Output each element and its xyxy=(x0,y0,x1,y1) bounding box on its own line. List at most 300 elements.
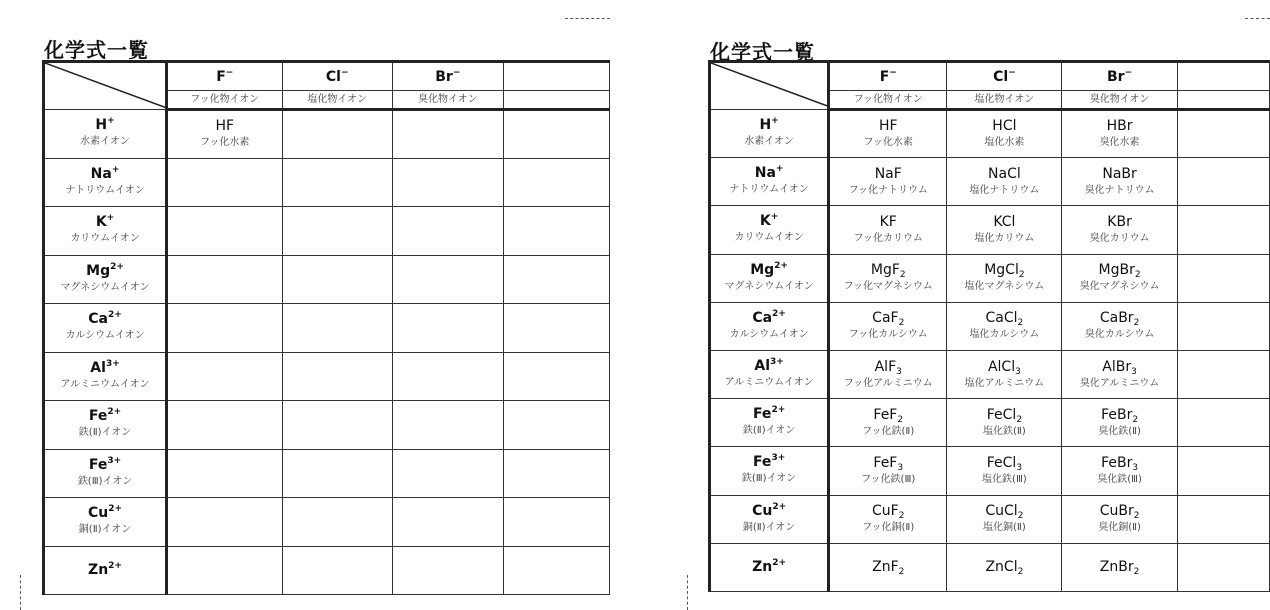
formula-subscript: 2 xyxy=(1133,511,1140,522)
cation-symbol xyxy=(711,213,827,230)
compound-name: 臭化カリウム xyxy=(1089,232,1150,244)
formula-cell xyxy=(947,350,1062,398)
table-row xyxy=(710,350,1270,398)
anion-charge: − xyxy=(340,67,349,78)
table-row xyxy=(44,401,610,450)
cation-base: Fe xyxy=(88,408,108,425)
cation-base: Fe xyxy=(752,454,772,471)
compound-name: フッ化アルミニウム xyxy=(843,377,933,389)
table-row xyxy=(44,304,610,353)
formula-base: FeF xyxy=(873,454,898,471)
formula-subscript: 2 xyxy=(898,567,905,578)
formula-base: AlCl xyxy=(987,358,1016,375)
cation-cell xyxy=(44,304,167,353)
anion-name: 臭化物イオン xyxy=(417,93,478,105)
formula-cell xyxy=(1062,543,1177,591)
extra-column-cell xyxy=(1177,302,1269,350)
cation-base: K xyxy=(759,213,771,230)
cation-symbol xyxy=(45,457,165,474)
formula-table xyxy=(42,60,610,595)
formula-cell xyxy=(392,158,503,207)
compound-name: 塩化水素 xyxy=(984,137,1025,149)
compound-formula xyxy=(947,454,1061,472)
cation-cell xyxy=(710,495,829,543)
cation-symbol xyxy=(711,310,827,327)
cation-name: カリウムイオン xyxy=(70,233,140,245)
cation-cell xyxy=(710,110,829,158)
compound-name: 塩化銅(Ⅱ) xyxy=(983,522,1026,534)
extra-column-cell xyxy=(503,449,609,498)
anion-charge: − xyxy=(225,67,234,78)
table-row xyxy=(710,447,1270,495)
formula-cell xyxy=(1062,495,1177,543)
formula-base: NaF xyxy=(874,165,902,182)
cation-symbol xyxy=(711,559,827,576)
formula-cell xyxy=(282,255,392,304)
compound-formula xyxy=(947,261,1061,279)
formula-cell xyxy=(1062,254,1177,302)
compound-formula xyxy=(830,165,946,183)
formula-table xyxy=(708,60,1270,592)
formula-cell xyxy=(829,543,947,591)
cation-base: K xyxy=(95,214,107,231)
cation-name: カルシウムイオン xyxy=(65,330,145,342)
cation-name: 鉄(Ⅱ)イオン xyxy=(742,425,796,437)
cation-symbol xyxy=(45,166,165,183)
formula-subscript: 2 xyxy=(898,318,905,329)
cation-base: Al xyxy=(90,359,106,376)
cation-name: マグネシウムイオン xyxy=(724,280,814,292)
formula-base: ZnBr xyxy=(1099,559,1134,576)
cation-base: Zn xyxy=(752,558,773,575)
cation-cell xyxy=(44,546,167,595)
cation-cell xyxy=(710,302,829,350)
formula-cell xyxy=(167,352,282,401)
compound-name: 臭化アルミニウム xyxy=(1079,377,1160,389)
cation-name: カリウムイオン xyxy=(734,232,804,244)
cation-charge: 3+ xyxy=(105,358,120,369)
cation-base: Cu xyxy=(87,505,109,522)
extra-column-cell xyxy=(503,91,609,110)
formula-cell xyxy=(282,401,392,450)
compound-name: 塩化カルシウム xyxy=(969,329,1040,341)
compound-name: 臭化カルシウム xyxy=(1084,329,1155,341)
formula-cell xyxy=(167,255,282,304)
cation-charge: 2+ xyxy=(771,405,786,416)
formula-subscript: 2 xyxy=(899,270,906,281)
cation-base: Na xyxy=(754,165,776,182)
anion-header xyxy=(1062,62,1177,91)
cation-cell xyxy=(44,158,167,207)
compound-formula xyxy=(830,502,946,520)
compound-formula xyxy=(947,558,1061,576)
cation-name: 鉄(Ⅲ)イオン xyxy=(77,475,133,487)
formula-base: HCl xyxy=(992,118,1017,135)
compound-formula xyxy=(1062,309,1176,327)
corner-cell xyxy=(44,62,167,110)
cation-charge: 3+ xyxy=(770,357,784,368)
formula-base: MgF xyxy=(870,262,900,279)
compound-name: フッ化鉄(Ⅲ) xyxy=(861,473,916,485)
compound-formula xyxy=(947,406,1061,424)
formula-base: CaF xyxy=(872,310,899,327)
cation-cell xyxy=(44,255,167,304)
cation-cell xyxy=(44,207,167,256)
compound-name: フッ化銅(Ⅱ) xyxy=(862,522,915,534)
cation-base: Na xyxy=(90,165,112,182)
anion-header xyxy=(392,62,503,91)
formula-subscript: 3 xyxy=(1015,366,1021,377)
formula-cell xyxy=(167,498,282,547)
cation-symbol xyxy=(45,311,165,328)
cation-name: アルミニウムイオン xyxy=(60,378,150,390)
cation-symbol xyxy=(45,117,165,134)
extra-column-cell xyxy=(1177,91,1269,110)
cation-symbol xyxy=(711,165,827,182)
formula-cell xyxy=(392,498,503,547)
cation-charge: 2+ xyxy=(107,310,122,321)
formula-cell xyxy=(392,110,503,159)
cation-charge: 2+ xyxy=(772,557,787,568)
compound-formula xyxy=(830,558,946,576)
compound-name: 臭化水素 xyxy=(1099,137,1140,149)
cation-base: Ca xyxy=(752,309,773,326)
cation-symbol xyxy=(45,408,165,425)
formula-cell xyxy=(1062,158,1177,206)
formula-cell xyxy=(392,304,503,353)
cation-charge: 2+ xyxy=(772,308,786,319)
compound-name: 塩化鉄(Ⅱ) xyxy=(983,425,1026,437)
formula-cell xyxy=(282,546,392,595)
anion-name: 塩化物イオン xyxy=(974,93,1035,105)
formula-cell xyxy=(1062,206,1177,254)
anion-name: フッ化物イオン xyxy=(190,93,260,105)
anion-header xyxy=(282,62,392,91)
compound-formula xyxy=(830,213,946,231)
cation-cell xyxy=(710,399,829,447)
compound-name: 臭化銅(Ⅱ) xyxy=(1098,522,1141,534)
cation-base: Zn xyxy=(88,561,109,578)
formula-subscript: 2 xyxy=(1018,270,1025,281)
table-row xyxy=(44,207,610,256)
cation-charge: + xyxy=(775,164,784,175)
cation-charge: + xyxy=(770,212,779,223)
anion-header xyxy=(829,62,947,91)
cation-symbol xyxy=(711,503,827,520)
cation-base: H xyxy=(759,117,772,134)
formula-cell xyxy=(829,495,947,543)
compound-name: フッ化鉄(Ⅱ) xyxy=(862,425,915,437)
extra-column-cell xyxy=(503,255,609,304)
compound-name: フッ化マグネシウム xyxy=(843,281,933,293)
formula-base: FeCl xyxy=(986,454,1017,471)
formula-cell xyxy=(392,546,503,595)
cation-base: Fe xyxy=(752,406,772,423)
table-row xyxy=(44,498,610,547)
formula-cell xyxy=(282,352,392,401)
anion-base: Br xyxy=(435,68,453,85)
compound-name: フッ化水素 xyxy=(200,137,250,149)
anion-name-cell xyxy=(947,91,1062,110)
extra-column-cell xyxy=(1177,495,1269,543)
formula-subscript: 2 xyxy=(1017,567,1024,578)
formula-subscript: 3 xyxy=(896,366,902,377)
cation-charge: 2+ xyxy=(108,560,122,571)
cation-name: アルミニウムイオン xyxy=(724,377,814,389)
cation-base: Al xyxy=(754,358,770,375)
formula-subscript: 2 xyxy=(1016,414,1023,425)
cation-base: Mg xyxy=(86,262,111,279)
formula-base: MgCl xyxy=(984,262,1019,279)
formula-cell xyxy=(392,207,503,256)
formula-base: FeBr xyxy=(1101,454,1133,471)
cation-charge: 3+ xyxy=(107,455,122,466)
table-row xyxy=(44,110,610,159)
anion-name: 臭化物イオン xyxy=(1089,93,1150,105)
compound-formula xyxy=(1062,165,1176,183)
compound-formula xyxy=(947,309,1061,327)
formula-cell xyxy=(167,449,282,498)
formula-cell xyxy=(947,543,1062,591)
formula-cell xyxy=(829,399,947,447)
formula-cell xyxy=(282,158,392,207)
compound-name: 塩化マグネシウム xyxy=(964,281,1045,293)
formula-cell xyxy=(167,158,282,207)
compound-formula xyxy=(1062,454,1176,472)
formula-base: HF xyxy=(878,118,898,135)
extra-column-cell xyxy=(503,207,609,256)
anion-charge: − xyxy=(1008,67,1016,78)
compound-formula xyxy=(830,358,946,376)
anion-symbol xyxy=(830,68,946,86)
compound-formula xyxy=(830,117,946,135)
formula-base: FeBr xyxy=(1101,406,1133,423)
diagonal-line xyxy=(45,63,167,110)
extra-column-cell xyxy=(1177,158,1269,206)
cation-name: 水素イオン xyxy=(80,136,130,148)
cation-cell xyxy=(710,350,829,398)
table-row xyxy=(710,206,1270,254)
cation-charge: + xyxy=(771,116,779,127)
anion-symbol xyxy=(393,68,503,86)
cation-name: 水素イオン xyxy=(744,136,794,148)
cation-symbol xyxy=(711,454,827,471)
cation-cell xyxy=(710,206,829,254)
worksheet-blank xyxy=(0,0,610,610)
cation-name: ナトリウムイオン xyxy=(65,184,145,196)
anion-symbol xyxy=(1062,68,1176,86)
formula-subscript: 3 xyxy=(897,462,904,473)
formula-cell xyxy=(167,110,282,159)
anion-symbol xyxy=(168,68,281,86)
cation-symbol xyxy=(711,406,827,423)
cation-name: ナトリウムイオン xyxy=(729,184,809,196)
anion-charge: − xyxy=(1124,67,1133,78)
cation-base: Mg xyxy=(750,261,775,278)
compound-formula xyxy=(830,454,946,472)
compound-formula xyxy=(1062,117,1176,135)
formula-base: CuBr xyxy=(1099,503,1134,520)
formula-subscript: 2 xyxy=(1017,511,1024,522)
formula-cell xyxy=(947,495,1062,543)
cation-cell xyxy=(710,158,829,206)
formula-cell xyxy=(1062,350,1177,398)
compound-formula xyxy=(1062,358,1176,376)
formula-cell xyxy=(829,447,947,495)
formula-cell xyxy=(1062,110,1177,158)
table-row xyxy=(710,158,1270,206)
table-row xyxy=(710,110,1270,158)
table-row xyxy=(44,546,610,595)
anion-charge: − xyxy=(889,67,897,78)
formula-base: FeF xyxy=(873,406,898,423)
cation-charge: 2+ xyxy=(774,260,788,271)
formula-cell xyxy=(282,304,392,353)
formula-subscript: 2 xyxy=(1132,414,1139,425)
formula-base: AlF xyxy=(874,358,897,375)
formula-base: CuF xyxy=(872,503,899,520)
cation-base: Ca xyxy=(88,311,108,328)
formula-base: FeCl xyxy=(986,406,1017,423)
compound-formula xyxy=(1062,558,1176,576)
compound-name: フッ化ナトリウム xyxy=(848,184,928,196)
anion-symbol xyxy=(283,68,392,86)
compound-name: 塩化アルミニウム xyxy=(964,377,1045,389)
table-row xyxy=(710,254,1270,302)
formula-subscript: 2 xyxy=(897,414,904,425)
cation-charge: 2+ xyxy=(110,261,124,272)
cation-symbol xyxy=(711,358,827,375)
extra-column-cell xyxy=(503,546,609,595)
anion-header xyxy=(167,62,282,91)
anion-name-cell xyxy=(829,91,947,110)
formula-subscript: 2 xyxy=(1133,567,1140,578)
formula-base: ZnCl xyxy=(985,559,1018,576)
diagonal-line xyxy=(711,63,829,110)
formula-cell xyxy=(167,401,282,450)
table-row xyxy=(710,399,1270,447)
compound-name: 塩化ナトリウム xyxy=(969,184,1040,196)
cation-symbol xyxy=(45,505,165,522)
cation-cell xyxy=(710,254,829,302)
cation-symbol xyxy=(45,214,165,231)
compound-name: フッ化カリウム xyxy=(853,232,923,244)
compound-formula xyxy=(1062,406,1176,424)
formula-subscript: 2 xyxy=(898,511,905,522)
cation-charge: 2+ xyxy=(772,501,787,512)
cation-base: H xyxy=(95,117,108,134)
anion-base: F xyxy=(879,68,890,85)
cation-charge: + xyxy=(111,164,120,175)
cation-symbol xyxy=(711,117,827,134)
cut-line xyxy=(20,575,21,610)
extra-column-cell xyxy=(503,352,609,401)
formula-cell xyxy=(947,110,1062,158)
compound-name: 臭化鉄(Ⅱ) xyxy=(1098,425,1141,437)
compound-formula xyxy=(1062,213,1176,231)
formula-cell xyxy=(947,158,1062,206)
table-row xyxy=(710,495,1270,543)
anion-name: フッ化物イオン xyxy=(853,93,923,105)
worksheet-answers xyxy=(660,0,1270,610)
formula-base: KF xyxy=(879,213,897,230)
compound-name: 塩化鉄(Ⅲ) xyxy=(982,473,1027,485)
compound-formula xyxy=(947,165,1061,183)
formula-cell xyxy=(829,158,947,206)
formula-subscript: 2 xyxy=(1134,270,1141,281)
extra-column-cell xyxy=(1177,447,1269,495)
formula-cell xyxy=(947,254,1062,302)
cation-charge: + xyxy=(107,116,115,127)
cation-name: 銅(Ⅱ)イオン xyxy=(742,521,796,533)
cation-symbol xyxy=(711,262,827,279)
formula-cell xyxy=(829,302,947,350)
cation-cell xyxy=(44,449,167,498)
formula-cell xyxy=(392,255,503,304)
formula-subscript: 2 xyxy=(1133,318,1140,329)
table-row xyxy=(44,255,610,304)
extra-column-cell xyxy=(1177,543,1269,591)
extra-column-cell xyxy=(503,158,609,207)
header-row xyxy=(44,62,610,91)
extra-column-cell xyxy=(503,62,609,91)
cation-base: Cu xyxy=(752,502,773,519)
formula-base: CuCl xyxy=(985,503,1018,520)
compound-formula xyxy=(830,309,946,327)
formula-cell xyxy=(829,254,947,302)
compound-formula xyxy=(1062,502,1176,520)
anion-name: 塩化物イオン xyxy=(307,93,368,105)
formula-cell xyxy=(282,498,392,547)
cation-charge: 2+ xyxy=(107,407,122,418)
cation-charge: 3+ xyxy=(771,453,786,464)
formula-cell xyxy=(947,302,1062,350)
extra-column-cell xyxy=(1177,110,1269,158)
cation-cell xyxy=(44,352,167,401)
compound-formula xyxy=(830,406,946,424)
cation-cell xyxy=(44,498,167,547)
header-row xyxy=(710,62,1270,91)
formula-subscript: 2 xyxy=(1017,318,1024,329)
cation-cell xyxy=(710,447,829,495)
formula-base: ZnF xyxy=(872,559,899,576)
cation-name: カルシウムイオン xyxy=(729,328,809,340)
formula-base: NaCl xyxy=(988,165,1021,182)
cation-cell xyxy=(710,543,829,591)
extra-column-cell xyxy=(503,110,609,159)
anion-charge: − xyxy=(452,67,461,78)
extra-column-cell xyxy=(503,401,609,450)
formula-cell xyxy=(167,207,282,256)
formula-cell xyxy=(829,206,947,254)
extra-column-cell xyxy=(503,304,609,353)
cation-symbol xyxy=(45,360,165,377)
extra-column-cell xyxy=(1177,62,1269,91)
anion-name-cell xyxy=(1062,91,1177,110)
cut-line xyxy=(565,18,610,19)
cation-symbol xyxy=(45,263,165,280)
formula-base: MgBr xyxy=(1098,262,1135,279)
cation-name: 鉄(Ⅲ)イオン xyxy=(741,473,797,485)
compound-name: 臭化ナトリウム xyxy=(1084,184,1155,196)
cation-cell xyxy=(44,401,167,450)
formula-base: HF xyxy=(215,118,235,135)
compound-formula xyxy=(1062,261,1176,279)
formula-base: CaCl xyxy=(985,310,1018,327)
formula-base: HBr xyxy=(1106,118,1133,135)
cation-base: Fe xyxy=(88,456,108,473)
cation-name: 鉄(Ⅱ)イオン xyxy=(78,427,132,439)
